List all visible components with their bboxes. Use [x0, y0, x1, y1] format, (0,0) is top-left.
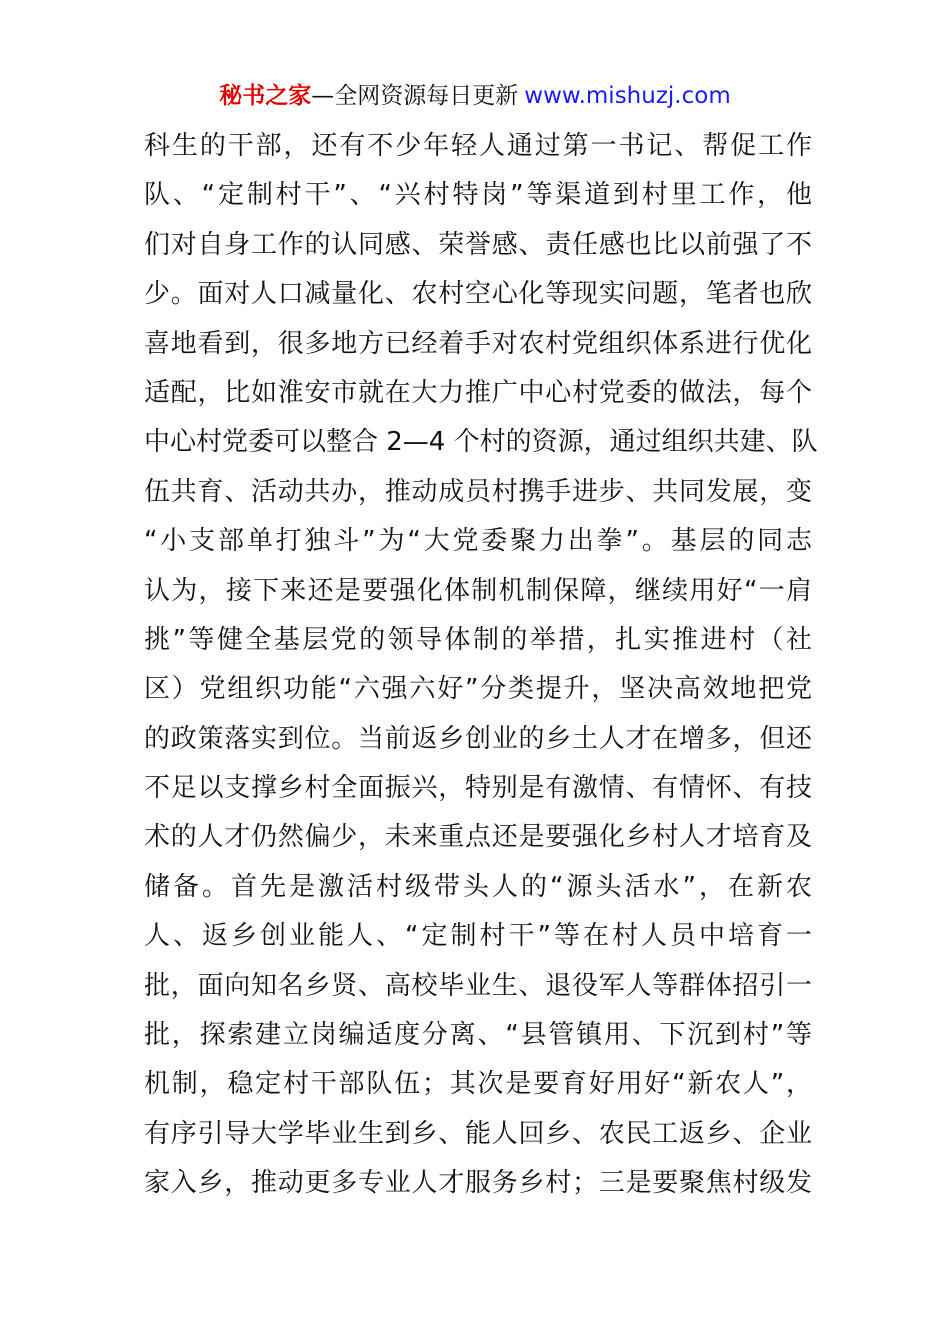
text-line: 机制，稳定村干部队伍；其次是要育好用好“新农人”， [144, 1069, 812, 1100]
text-line: 科生的干部，还有不少年轻人通过第一书记、帮促工作 [144, 131, 812, 161]
text-line: 们对自身工作的认同感、荣誉感、责任感也比以前强了不 [144, 229, 812, 260]
site-url-link[interactable]: www.mishuzj.com [524, 83, 731, 109]
text-line: 少。面对人口减量化、农村空心化等现实问题，笔者也欣 [144, 279, 812, 310]
text-line: 不足以支撑乡村全面振兴，特别是有激情、有情怀、有技 [144, 773, 812, 804]
text-line: 批，探索建立岗编适度分离、“县管镇用、下沉到村”等 [144, 1020, 812, 1051]
header-tagline: —全网资源每日更新 [311, 83, 519, 109]
text-line: “小支部单打独斗”为“大党委聚力出拳”。基层的同志 [144, 526, 812, 557]
text-line: 批，面向知名乡贤、高校毕业生、退役军人等群体招引一 [144, 970, 812, 1001]
text-line: 挑”等健全基层党的领导体制的举措，扎实推进村（社 [144, 624, 812, 655]
text-line: 队、“定制村干”、“兴村特岗”等渠道到村里工作，他 [144, 180, 812, 211]
text-line: 喜地看到，很多地方已经着手对农村党组织体系进行优化 [144, 328, 812, 359]
text-line: 区）党组织功能“六强六好”分类提升，坚决高效地把党 [144, 674, 812, 705]
page-header [0, 80, 950, 112]
text-line: 储备。首先是激活村级带头人的“源头活水”，在新农 [144, 871, 812, 902]
document-body [144, 122, 818, 1209]
text-line: 有序引导大学毕业生到乡、能人回乡、农民工返乡、企业 [144, 1118, 812, 1149]
brand-name: 秘书之家 [219, 83, 312, 109]
text-line: 中心村党委可以整合 2—4 个村的资源，通过组织共建、队 [144, 427, 818, 458]
text-line: 术的人才仍然偏少，未来重点还是要强化乡村人才培育及 [144, 822, 812, 853]
text-line: 的政策落实到位。当前返乡创业的乡土人才在增多，但还 [144, 723, 812, 754]
text-line: 认为，接下来还是要强化体制机制保障，继续用好“一肩 [144, 575, 812, 606]
text-line: 适配，比如淮安市就在大力推广中心村党委的做法，每个 [144, 377, 812, 408]
text-line: 伍共育、活动共办，推动成员村携手进步、共同发展，变 [144, 476, 812, 507]
text-line: 人、返乡创业能人、“定制村干”等在村人员中培育一 [144, 921, 812, 952]
text-line: 家入乡，推动更多专业人才服务乡村；三是要聚焦村级发 [144, 1168, 812, 1199]
